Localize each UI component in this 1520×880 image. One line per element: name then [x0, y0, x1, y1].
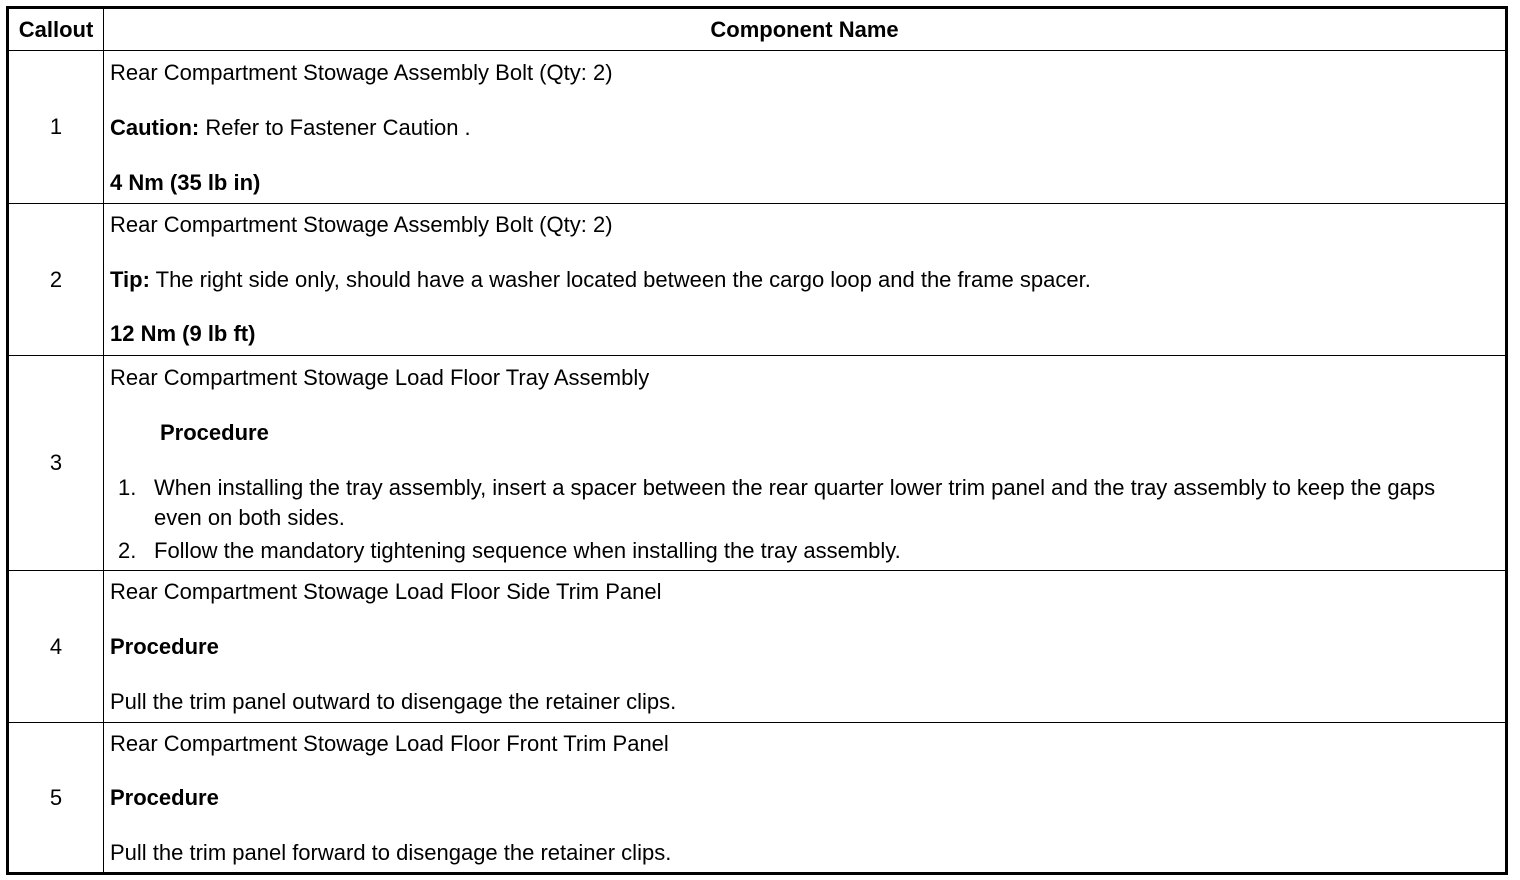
header-component-name: Component Name	[710, 16, 899, 42]
component-cell	[104, 571, 1505, 722]
table-row	[9, 203, 1505, 355]
component-table	[6, 6, 1508, 875]
step-number: 1.	[118, 475, 137, 500]
component-cell	[104, 204, 1505, 355]
caution-note	[110, 114, 471, 142]
callout-number: 2	[9, 204, 104, 355]
table-row	[9, 722, 1505, 872]
procedure-heading: Procedure	[160, 420, 269, 445]
callout-number: 1	[9, 51, 104, 203]
table-row	[9, 50, 1505, 203]
note-text: The right side only, should have a washer located between the cargo loop and the frame spacer.	[149, 267, 1091, 292]
component-name: Rear Compartment Stowage Assembly Bolt (Qty: 2)	[110, 60, 613, 85]
procedure-step	[110, 536, 1465, 566]
procedure-text: Pull the trim panel outward to disengage the retainer clips.	[110, 689, 677, 714]
table-row	[9, 355, 1505, 570]
component-name: Rear Compartment Stowage Load Floor Front Trim Panel	[110, 731, 669, 756]
component-cell	[104, 356, 1505, 570]
component-cell	[104, 51, 1505, 203]
procedure-heading: Procedure	[110, 785, 219, 810]
step-text: When installing the tray assembly, insert a spacer between the rear quarter lower trim panel and the tray assembly to keep the gaps even on both sides.	[154, 475, 1436, 530]
torque-spec: 4 Nm (35 lb in)	[110, 170, 261, 195]
table-row	[9, 570, 1505, 722]
tip-note	[110, 266, 1091, 294]
header-callout: Callout	[9, 9, 104, 50]
component-name: Rear Compartment Stowage Assembly Bolt (Qty: 2)	[110, 212, 613, 237]
callout-number: 3	[9, 356, 104, 570]
procedure-text: Pull the trim panel forward to disengage the retainer clips.	[110, 840, 672, 865]
torque-spec: 12 Nm (9 lb ft)	[110, 321, 256, 346]
note-label: Caution:	[110, 115, 200, 140]
procedure-step	[110, 473, 1465, 533]
component-name: Rear Compartment Stowage Load Floor Tray Assembly	[110, 365, 650, 390]
step-number: 2.	[118, 538, 137, 563]
component-cell	[104, 723, 1505, 872]
callout-number: 4	[9, 571, 104, 722]
callout-number: 5	[9, 723, 104, 872]
note-text: Refer to Fastener Caution .	[199, 115, 471, 140]
note-label: Tip:	[110, 267, 150, 292]
table-header-row	[9, 9, 1505, 50]
procedure-heading: Procedure	[110, 634, 219, 659]
component-name: Rear Compartment Stowage Load Floor Side Trim Panel	[110, 579, 662, 604]
step-text: Follow the mandatory tightening sequence when installing the tray assembly.	[154, 538, 901, 563]
